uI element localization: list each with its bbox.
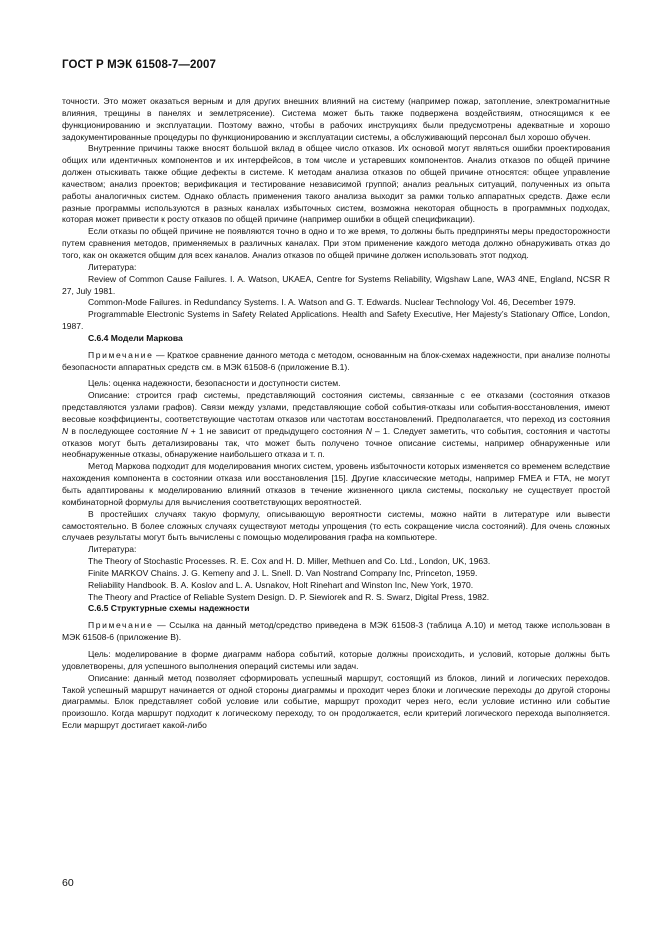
reference-item: Common-Mode Failures. in Redundancy Systems. I. A. Watson and G. T. Edwards. Nuclear Technology Vol. 46, December 1979. xyxy=(88,297,576,308)
page-body xyxy=(62,96,610,732)
page-header: ГОСТ Р МЭК 61508-7—2007 xyxy=(62,59,216,71)
paragraph: В простейших случаях такую формулу, описывающую вероятности системы, можно найти в литературе или вывести самостоятельно. В более сложных случаях существуют методы упрощения (то есть сокращение числа состояний). Для очень сложных случаев результаты могут быть вычислены с помощью моделирования графа на компьютере. xyxy=(62,508,610,543)
note-label: Примечание xyxy=(88,349,154,360)
note xyxy=(62,620,610,644)
section-heading-c-6-5: С.6.5 Структурные схемы надежности xyxy=(88,603,250,614)
reference-item: Review of Common Cause Failures. I. A. Watson, UKAEA, Centre for Systems Reliability, Wigshaw Lane, WA3 4NE, England, NCSR R 27, July 1981. xyxy=(62,273,610,296)
paragraph: Описание: строится граф системы, представляющий состояния системы, связанные с ее отказами (состояния отказов представляются узлами графов). Связи между узлами, представляющие собой события-отказы или события-восстановления, имеют весовые коэффициенты, соответствующие частотам отказов или частотам восстановлений. Предполагается, что переход из состояния N в последующее состояние N + 1 не зависит от предыдущего состояния N – 1. Следует заметить, что события, состояния и частоты отказов могут быть детализированы так, что может быть получено точное описание системы, например обнаруженные или необнаруженные отказы, обнаружение наибольшего отказа и т. п. xyxy=(62,390,610,460)
paragraph: Цель: оценка надежности, безопасности и доступности систем. xyxy=(88,378,341,389)
reference-item: Reliability Handbook. B. A. Koslov and L. A. Usnakov, Holt Rinehart and Winston Inc, New York, 1970. xyxy=(88,579,474,590)
paragraph: Описание: данный метод позволяет сформировать успешный маршрут, состоящий из блоков, линий и логических переходов. Такой успешный маршрут начинается от одной стороны диаграммы и проходит через блоки и логические переходы до другой стороны диаграммы. Блок представляет собой условие или событие, маршрут проходит через него, если условие истинно или событие произошло. Когда маршрут подходит к логическому переходу, то он продолжается, если критерий логического перехода выполняется. Если маршрут достигает какой-либо xyxy=(62,672,610,731)
paragraph: Метод Маркова подходит для моделирования многих систем, уровень избыточности которых изменяется со временем вследствие нахождения компонента в состоянии отказа или восстановления [15]. Другие классические методы, например FMEA и FTA, не могут быть адаптированы к моделированию влияний отказов в течение жизненного цикла системы, поскольку не существует простой комбинаторной формулы для вычисления соответствующих вероятностей. xyxy=(62,461,610,507)
page-number: 60 xyxy=(62,877,74,889)
reference-item: The Theory and Practice of Reliable System Design. D. P. Siewiorek and R. S. Swarz, Digital Press, 1982. xyxy=(88,591,490,602)
note-text: — Краткое сравнение данного метода с методом, основанным на блок-схемах надежности, при анализе полноты безопасности аппаратных средств см. в МЭК 61508-6 (приложение В.1). xyxy=(62,349,610,372)
literature-label: Литература: xyxy=(88,261,137,272)
section-heading-c-6-4: С.6.4 Модели Маркова xyxy=(88,332,183,343)
paragraph: Внутренние причины также вносят большой вклад в общее число отказов. Их основой могут являться ошибки проектирования общих или идентичных компонентов и их интерфейсов, в том числе и устаревших компонентов. Анализ отказов по общей причине должен отыскивать также общие дефекты в системе. К методам анализа отказов по общей причине относятся: общее управление качеством; анализ проектов; верификация и тестирование независимой группой; анализ реальных ситуаций, полученных из опыта работы аналогичных систем. Однако область применения такого анализа выходит за рамки только аппаратных средств. Даже если разные программы используются в разных каналах избыточных систем, возможна некоторая общность в программных подходах, которая может привести к росту отказов по общей причине (например ошибки в общей спецификации). xyxy=(62,143,610,225)
reference-item: Programmable Electronic Systems in Safety Related Applications. Health and Safety Executive, Her Majesty’s Stationary Office, London, 1987. xyxy=(62,309,610,332)
reference-item: Finite MARKOV Chains. J. G. Kemeny and J. L. Snell. D. Van Nostrand Company Inc, Princeton, 1959. xyxy=(88,567,478,578)
reference-item: The Theory of Stochastic Processes. R. E. Cox and H. D. Miller, Methuen and Co. Ltd., London, UK, 1963. xyxy=(88,556,491,567)
paragraph: точности. Это может оказаться верным и для других внешних влияний на систему (например пожар, затопление, электромагнитные влияния, трещины в панелях и землетрясение). Система может быть также подвержена воздействиям, относящимся к ее функционированию и эксплуатации. Поэтому важно, чтобы в рабочих инструкциях были предусмотрены адекватные и хорошо задокументированные процедуры по функционированию и эксплуатации системы, а обслуживающий персонал был хорошо обучен. xyxy=(62,96,610,142)
literature-label: Литература: xyxy=(88,544,137,555)
paragraph: Если отказы по общей причине не появляются точно в одно и то же время, то должны быть предприняты меры предосторожности путем сравнения методов, применяемых в различных каналах. При этом применение каждого метода должно обнаруживать отказ до того, как он окажется общим для всех каналов. Анализ отказов по общей причине должен использовать этот подход. xyxy=(62,226,610,260)
note-label: Примечание xyxy=(88,620,154,631)
paragraph: Цель: моделирование в форме диаграмм набора событий, которые должны происходить, и условий, которые должны быть удовлетворены, для успешного выполнения операций системы или задач. xyxy=(62,648,610,671)
note-text: — Ссылка на данный метод/средство приведена в МЭК 61508-3 (таблица А.10) и метод также использован в МЭК 61508-6 (приложение В). xyxy=(62,620,610,643)
note xyxy=(62,350,610,374)
